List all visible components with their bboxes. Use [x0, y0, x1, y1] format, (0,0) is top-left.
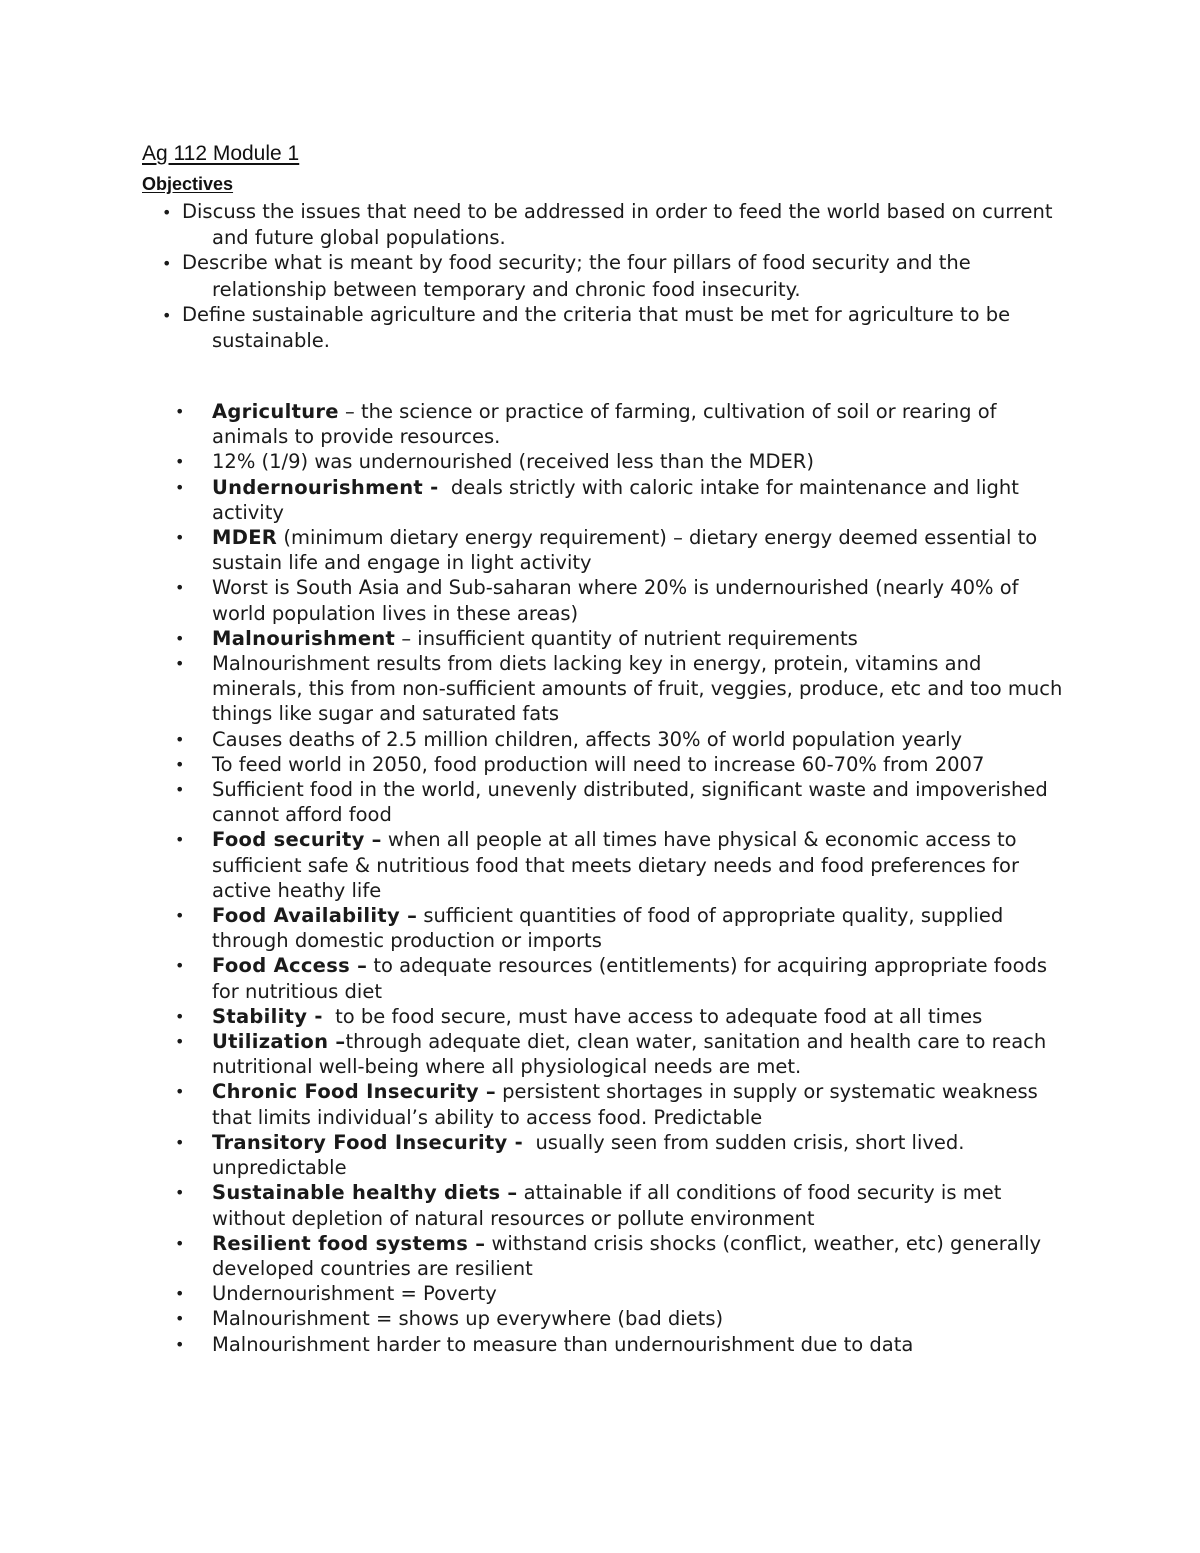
note-text: Malnourishment = shows up everywhere (bad diets) — [212, 1307, 724, 1331]
objective-item — [142, 250, 1072, 301]
bullet-icon: • — [175, 452, 185, 472]
note-text: – the science or practice of farming, cultivation of soil or rearing of animals to provide resources. — [212, 400, 1003, 449]
bullet-icon: • — [175, 1284, 185, 1304]
note-item — [175, 475, 1075, 525]
note-text: To feed world in 2050, food production will need to increase 60-70% from 2007 — [212, 752, 985, 776]
note-text: persistent shortages in supply or systematic weakness that limits individual’s ability to access food. Predictable — [212, 1080, 1044, 1129]
note-term: MDER — [212, 526, 278, 550]
bullet-icon: • — [175, 729, 185, 749]
bullet-icon: • — [175, 528, 185, 548]
note-item — [175, 525, 1075, 575]
note-item — [175, 1231, 1075, 1281]
note-item — [175, 1029, 1075, 1079]
note-text: sufficient quantities of food of appropriate quality, supplied through domestic production or imports — [212, 904, 1010, 953]
note-text: Sufficient food in the world, unevenly distributed, significant waste and impoverished cannot afford food — [212, 778, 1054, 827]
bullet-icon: • — [175, 754, 185, 774]
note-text: usually seen from sudden crisis, short lived. unpredictable — [212, 1130, 971, 1180]
note-item — [175, 1281, 1075, 1306]
note-text: Undernourishment = Poverty — [212, 1282, 497, 1306]
objective-text: Discuss the issues that need to be addressed in order to feed the world based on current and future global populations. — [182, 200, 1053, 250]
bullet-icon: • — [175, 1233, 185, 1253]
note-item — [175, 651, 1075, 727]
bullet-icon: • — [175, 477, 185, 497]
note-term: Utilization – — [212, 1030, 346, 1054]
note-text: Worst is South Asia and Sub-saharan where 20% is undernourished (nearly 40% of world population lives in these areas) — [212, 576, 1025, 625]
note-term: Transitory Food Insecurity - — [212, 1130, 524, 1154]
note-item — [175, 953, 1075, 1003]
note-item — [175, 1079, 1075, 1129]
note-text: Malnourishment results from diets lacking key in energy, protein, vitamins and minerals, this from non-sufficient amounts of fruit, veggies, produce, etc and too much things like sugar and saturated fats — [212, 652, 1069, 726]
bullet-icon: • — [175, 654, 185, 674]
note-item — [175, 827, 1075, 903]
note-text: – insufficient quantity of nutrient requirements — [395, 626, 858, 650]
objectives-heading: Objectives — [142, 174, 234, 194]
note-text: through adequate diet, clean water, sanitation and health care to reach nutritional well-being where all physiological needs are met. — [212, 1030, 1053, 1079]
note-term: Food Access – — [212, 954, 368, 978]
note-term: Agriculture — [212, 400, 339, 423]
note-term: Undernourishment - — [212, 475, 439, 499]
bullet-icon: • — [175, 1032, 185, 1052]
note-text: 12% (1/9) was undernourished (received less than the MDER) — [212, 450, 814, 474]
bullet-icon: • — [175, 780, 185, 800]
note-term: Sustainable healthy diets – — [212, 1181, 518, 1205]
note-text: Causes deaths of 2.5 million children, affects 30% of world population yearly — [212, 727, 963, 751]
note-item — [175, 1180, 1075, 1230]
bullet-icon: • — [162, 254, 172, 274]
objectives-list — [142, 199, 1072, 353]
note-term: Chronic Food Insecurity – — [212, 1080, 496, 1104]
note-text: attainable if all conditions of food security is met without depletion of natural resources or pollute environment — [212, 1181, 1008, 1230]
objective-item — [142, 302, 1072, 353]
note-item — [175, 903, 1075, 953]
note-text: Malnourishment harder to measure than undernourishment due to data — [212, 1332, 914, 1356]
bullet-icon: • — [175, 906, 185, 926]
note-item — [175, 1004, 1075, 1029]
bullet-icon: • — [175, 628, 185, 648]
note-text: to adequate resources (entitlements) for acquiring appropriate foods for nutritious diet — [212, 954, 1054, 1003]
note-item — [175, 575, 1075, 625]
note-text: deals strictly with caloric intake for maintenance and light activity — [212, 475, 1026, 524]
bullet-icon: • — [175, 578, 185, 598]
note-item — [175, 727, 1075, 752]
bullet-icon: • — [175, 1309, 185, 1329]
note-text: withstand crisis shocks (conflict, weather, etc) generally developed countries are resilient — [212, 1231, 1048, 1280]
note-text: when all people at all times have physical & economic access to sufficient safe & nutritious food that meets dietary needs and food preferences for active heathy life — [212, 828, 1026, 902]
bullet-icon: • — [175, 1006, 185, 1026]
document-title: Ag 112 Module 1 — [142, 142, 300, 165]
note-item — [175, 449, 1075, 474]
note-text: (minimum dietary energy requirement) – dietary energy deemed essential to sustain life and engage in light activity — [212, 526, 1044, 575]
bullet-icon: • — [175, 1334, 185, 1354]
note-term: Malnourishment — [212, 626, 396, 650]
note-term: Stability - — [212, 1004, 323, 1028]
bullet-icon: • — [175, 830, 185, 850]
note-term: Resilient food systems – — [212, 1231, 486, 1255]
objective-text: Describe what is meant by food security; the four pillars of food security and the relationship between temporary and chronic food insecurity. — [182, 251, 971, 301]
note-item — [175, 1130, 1075, 1180]
note-item — [175, 626, 1075, 651]
bullet-icon: • — [162, 305, 172, 325]
bullet-icon: • — [175, 956, 185, 976]
bullet-icon: • — [175, 1183, 185, 1203]
objective-item — [142, 199, 1072, 250]
note-text: to be food secure, must have access to adequate food at all times — [322, 1004, 983, 1028]
bullet-icon: • — [175, 1082, 185, 1102]
bullet-icon: • — [175, 1132, 185, 1152]
bullet-icon: • — [162, 203, 172, 222]
note-item — [175, 777, 1075, 827]
note-item — [175, 399, 1075, 449]
note-term: Food Availability – — [212, 904, 418, 928]
note-item — [175, 1306, 1075, 1331]
notes-list — [175, 399, 1075, 1357]
bullet-icon: • — [175, 402, 185, 421]
note-term: Food security – — [212, 828, 382, 852]
note-item — [175, 752, 1075, 777]
note-item — [175, 1332, 1075, 1357]
objective-text: Define sustainable agriculture and the criteria that must be met for agriculture to be sustainable. — [182, 302, 1011, 353]
